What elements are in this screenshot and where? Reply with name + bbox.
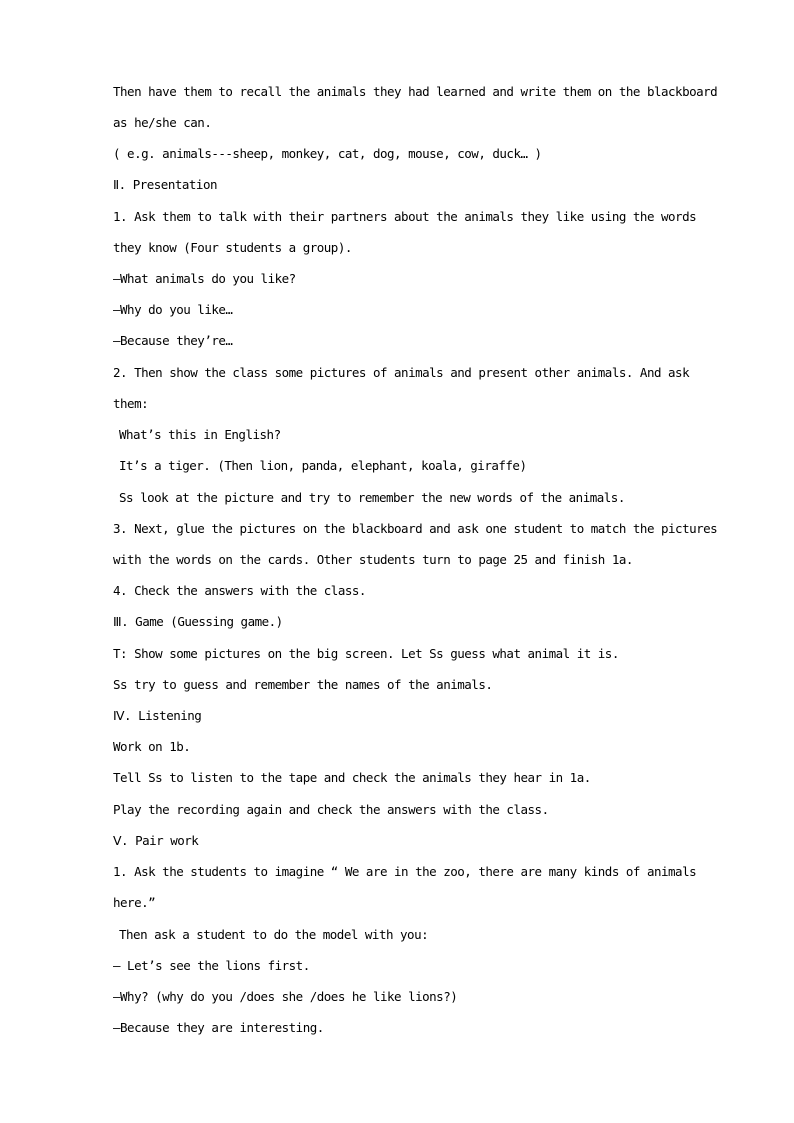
text-line: Then ask a student to do the model with you: bbox=[119, 927, 429, 942]
section-heading: Ⅴ. Pair work bbox=[113, 833, 199, 848]
dialogue-line: —Why? (why do you /does she /does he like lions?) bbox=[113, 989, 458, 1004]
dialogue-line: —What animals do you like? bbox=[113, 271, 296, 286]
dialogue-line: — Let’s see the lions first. bbox=[113, 958, 310, 973]
text-line: Tell Ss to listen to the tape and check the animals they hear in 1a. bbox=[113, 770, 591, 785]
dialogue-line: —Because they are interesting. bbox=[113, 1020, 324, 1035]
text-line: Ss look at the picture and try to remember the new words of the animals. bbox=[119, 490, 625, 505]
text-line: Play the recording again and check the answers with the class. bbox=[113, 802, 549, 817]
text-line: 1. Ask them to talk with their partners about the animals they like using the words bbox=[113, 209, 697, 224]
text-line: they know (Four students a group). bbox=[113, 240, 352, 255]
section-heading: Ⅱ. Presentation bbox=[113, 177, 218, 192]
dialogue-line: —Because they’re… bbox=[113, 333, 233, 348]
text-line: them: bbox=[113, 396, 149, 411]
dialogue-line: —Why do you like… bbox=[113, 302, 233, 317]
text-line: Work on 1b. bbox=[113, 739, 191, 754]
section-heading: Ⅳ. Listening bbox=[113, 708, 202, 723]
text-line: Ss try to guess and remember the names of the animals. bbox=[113, 677, 493, 692]
text-line: with the words on the cards. Other students turn to page 25 and finish 1a. bbox=[113, 552, 633, 567]
text-line: 1. Ask the students to imagine “ We are in the zoo, there are many kinds of animals bbox=[113, 864, 697, 879]
text-line: Then have them to recall the animals they had learned and write them on the blackboard bbox=[113, 84, 718, 99]
text-line: as he/she can. bbox=[113, 115, 212, 130]
text-line: T: Show some pictures on the big screen. Let Ss guess what animal it is. bbox=[113, 646, 619, 661]
section-heading: Ⅲ. Game (Guessing game.) bbox=[113, 614, 283, 629]
text-line: 4. Check the answers with the class. bbox=[113, 583, 366, 598]
text-line: 2. Then show the class some pictures of animals and present other animals. And ask bbox=[113, 365, 690, 380]
text-line: 3. Next, glue the pictures on the blackboard and ask one student to match the pictures bbox=[113, 521, 718, 536]
dialogue-line: It’s a tiger. (Then lion, panda, elephant, koala, giraffe) bbox=[119, 458, 527, 473]
dialogue-line: What’s this in English? bbox=[119, 427, 281, 442]
text-line: here.” bbox=[113, 895, 156, 910]
example-line: ( e.g. animals---sheep, monkey, cat, dog, mouse, cow, duck… ) bbox=[113, 146, 542, 161]
